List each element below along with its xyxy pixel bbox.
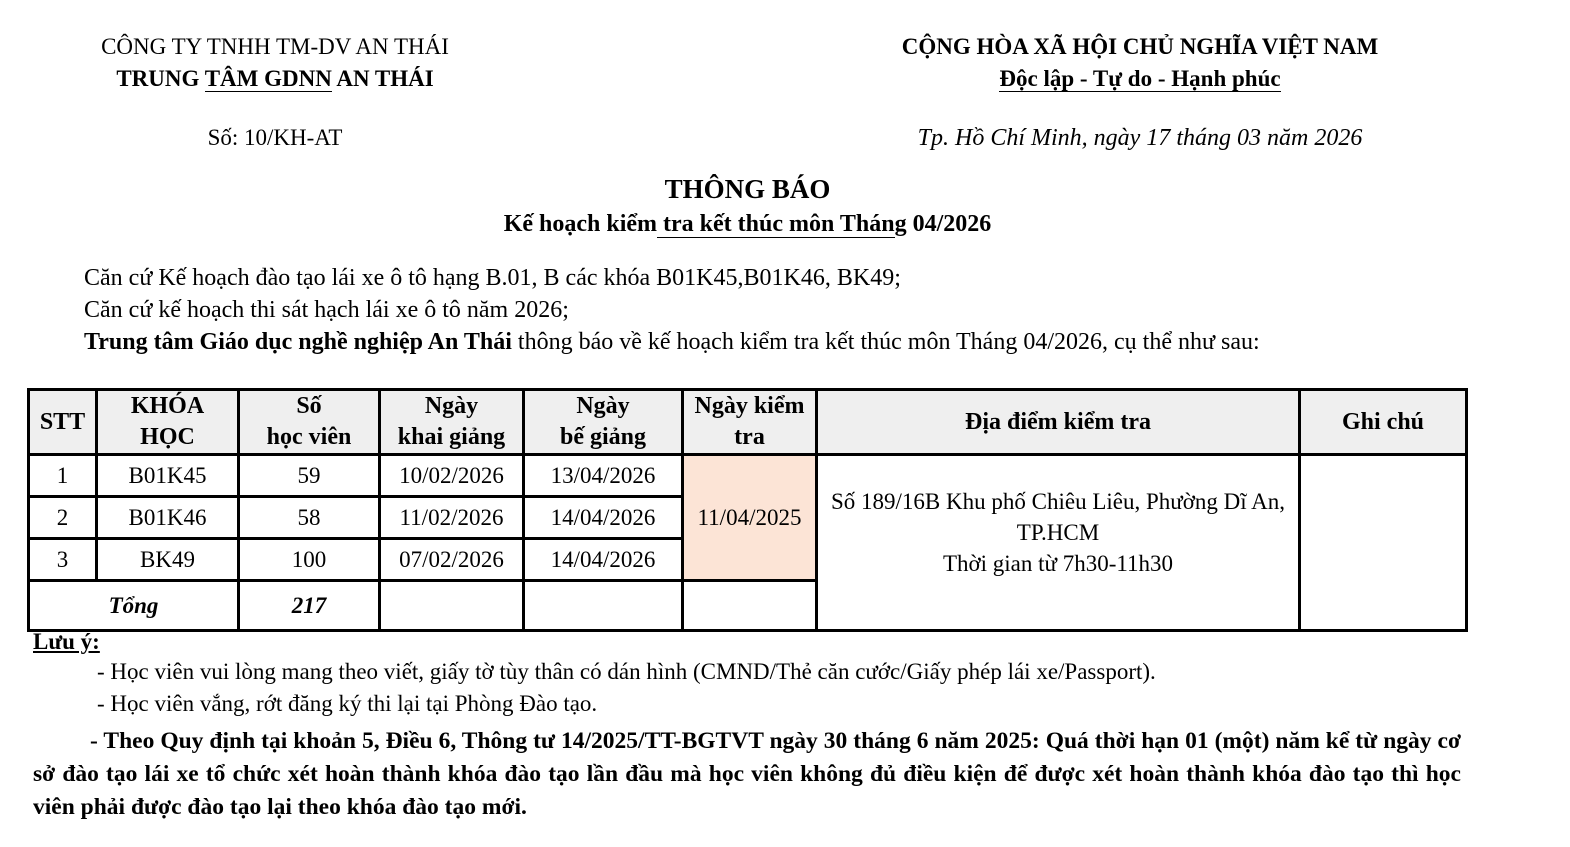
cell-course: B01K46 — [97, 497, 239, 539]
header-exam-line1: Ngày kiểm — [694, 393, 805, 419]
location-line-2: TP.HCM — [1016, 520, 1100, 545]
header-start-date — [380, 390, 524, 455]
location-line-1: Số 189/16B Khu phố Chiêu Liêu, Phường Dĩ An, — [831, 489, 1285, 514]
header-note: Ghi chú — [1300, 390, 1467, 455]
header-course — [97, 390, 239, 455]
nation-title: CỘNG HÒA XÃ HỘI CHỦ NGHĨA VIỆT NAM — [901, 34, 1379, 59]
preamble-line-3 — [84, 326, 1260, 358]
cell-start-date: 10/02/2026 — [380, 455, 524, 497]
cell-stt: 1 — [29, 455, 97, 497]
preamble-line-3-rest: thông báo về kế hoạch kiểm tra kết thúc môn Tháng 04/2026, cụ thể như sau: — [511, 329, 1260, 355]
cell-note — [1300, 455, 1467, 631]
subtitle-suffix: g 04/2026 — [894, 211, 992, 237]
center-name-prefix: TRUNG — [116, 66, 205, 91]
center-full-name: Trung tâm Giáo dục nghề nghiệp An Thái — [84, 329, 512, 355]
note-item-2: - Học viên vắng, rớt đăng ký thi lại tại Phòng Đào tạo. — [97, 691, 598, 716]
cell-exam-date: 11/04/2025 — [683, 455, 817, 581]
header-students-line1: Số — [296, 393, 322, 419]
company-name: CÔNG TY TNHH TM-DV AN THÁI — [101, 34, 449, 59]
header-end-date — [524, 390, 683, 455]
cell-end-date: 13/04/2026 — [524, 455, 683, 497]
preamble-line-2: Căn cứ kế hoạch thi sát hạch lái xe ô tô năm 2026; — [84, 297, 569, 323]
location-time: Thời gian từ 7h30-11h30 — [942, 551, 1174, 576]
note-item-1: - Học viên vui lòng mang theo viết, giấy tờ tùy thân có dán hình (CMND/Thẻ căn cước/Giấy phép lái xe/Passport). — [97, 659, 1156, 684]
document-number: Số: 10/KH-AT — [207, 125, 343, 150]
cell-end-date: 14/04/2026 — [524, 497, 683, 539]
place-date: Tp. Hồ Chí Minh, ngày 17 tháng 03 năm 2026 — [917, 125, 1363, 151]
subtitle-underlined: tra kết thúc môn Thán — [657, 211, 895, 237]
header-stt: STT — [29, 390, 97, 455]
cell-students: 58 — [239, 497, 380, 539]
total-empty-exam — [683, 581, 817, 631]
regulation-note: - Theo Quy định tại khoản 5, Điều 6, Thông tư 14/2025/TT-BGTVT ngày 30 tháng 6 năm 2025: Quá thời hạn 01 (một) năm kể từ ngày cơ sở đào tạo lái xe tổ chức xét hoàn thành khóa đào tạo lần đầu mà học viên không đủ điều kiện để được xét hoàn thành khóa đào tạo thì học viên phải được đào tạo lại theo khóa đào tạo mới. — [33, 728, 1461, 820]
header-students — [239, 390, 380, 455]
header-exam-line2: tra — [734, 424, 765, 450]
center-name-underlined: TÂM GDNN — [204, 66, 332, 91]
table-header-row — [29, 390, 1467, 455]
center-name — [60, 63, 490, 95]
cell-location — [817, 455, 1300, 631]
motto-text: Độc lập - Tự do - Hạnh phúc — [999, 66, 1281, 91]
header-end-line2: bế giảng — [559, 424, 646, 450]
table-row — [29, 455, 1467, 497]
motto — [860, 63, 1420, 95]
exam-schedule-table — [27, 388, 1468, 632]
document-subtitle — [0, 208, 1495, 240]
center-name-suffix: AN THÁI — [331, 66, 434, 91]
document-title: THÔNG BÁO — [664, 174, 831, 204]
total-empty-start — [380, 581, 524, 631]
notes-title: Lưu ý: — [33, 629, 100, 654]
total-empty-end — [524, 581, 683, 631]
organization-header — [60, 31, 490, 95]
cell-end-date: 14/04/2026 — [524, 539, 683, 581]
cell-course: B01K45 — [97, 455, 239, 497]
cell-students: 100 — [239, 539, 380, 581]
header-course-line1: KHÓA — [130, 393, 205, 419]
cell-start-date: 07/02/2026 — [380, 539, 524, 581]
preamble-line-1: Căn cứ Kế hoạch đào tạo lái xe ô tô hạng B.01, B các khóa B01K45,B01K46, BK49; — [84, 265, 901, 291]
header-start-line2: khai giảng — [397, 424, 506, 450]
header-course-line2: HỌC — [140, 424, 195, 450]
header-students-line2: học viên — [266, 424, 352, 450]
cell-start-date: 11/02/2026 — [380, 497, 524, 539]
total-students: 217 — [239, 581, 380, 631]
total-label: Tổng — [29, 581, 239, 631]
header-start-line1: Ngày — [424, 393, 479, 419]
header-exam-date — [683, 390, 817, 455]
cell-stt: 3 — [29, 539, 97, 581]
subtitle-prefix: Kế hoạch kiểm — [503, 211, 658, 237]
cell-students: 59 — [239, 455, 380, 497]
header-end-line1: Ngày — [576, 393, 630, 419]
cell-course: BK49 — [97, 539, 239, 581]
cell-stt: 2 — [29, 497, 97, 539]
header-location: Địa điểm kiểm tra — [817, 390, 1300, 455]
